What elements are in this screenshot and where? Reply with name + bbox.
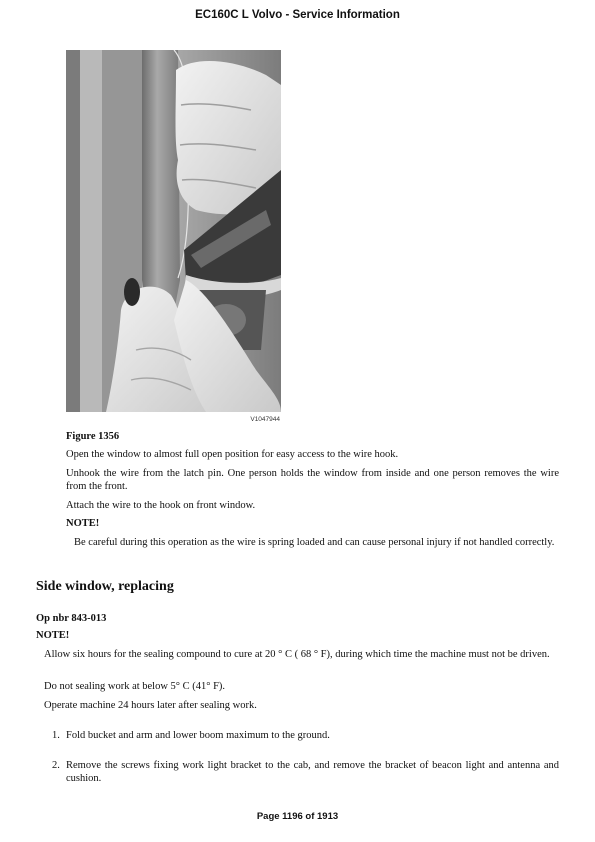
intro-paragraph-1: Open the window to almost full open position for easy access to the wire hook.: [66, 449, 399, 460]
figure-caption: Figure 1356: [66, 431, 120, 442]
window-latch-photo: [66, 50, 281, 412]
photo-illustration: [66, 50, 281, 412]
intro-paragraph-3: Attach the wire to the hook on front window.: [66, 500, 256, 511]
step-number: 2.: [52, 760, 60, 771]
list-item: [52, 759, 559, 785]
section-note-2: Do not sealing work at below 5° C (41° F).: [44, 681, 226, 692]
step-text: Fold bucket and arm and lower boom maximum to the ground.: [66, 730, 330, 741]
intro-paragraph-2: Unhook the wire from the latch pin. One person holds the window from inside and one person removes the wire from the front.: [66, 468, 559, 492]
section-title: Side window, replacing: [36, 579, 174, 594]
note-text: Be careful during this operation as the wire is spring loaded and can cause personal injury if not handled correctly.: [74, 537, 555, 548]
section-note-1: Allow six hours for the sealing compound to cure at 20 ° C ( 68 ° F), during which time the machine must not be driven.: [44, 649, 550, 660]
op-number: Op nbr 843-013: [36, 613, 107, 624]
note-label: NOTE!: [66, 518, 100, 529]
section-note-3: Operate machine 24 hours later after sealing work.: [44, 700, 257, 711]
figure-image-code: V1047944: [250, 416, 280, 423]
page-footer-number: Page 1196 of 1913: [256, 811, 339, 822]
step-number: 1.: [52, 730, 60, 741]
section-note-label: NOTE!: [36, 630, 70, 641]
page-header-title: EC160C L Volvo - Service Information: [195, 9, 400, 21]
step-text: Remove the screws fixing work light bracket to the cab, and remove the bracket of beacon light and antenna and cushion.: [66, 760, 559, 784]
list-item: [52, 729, 559, 742]
